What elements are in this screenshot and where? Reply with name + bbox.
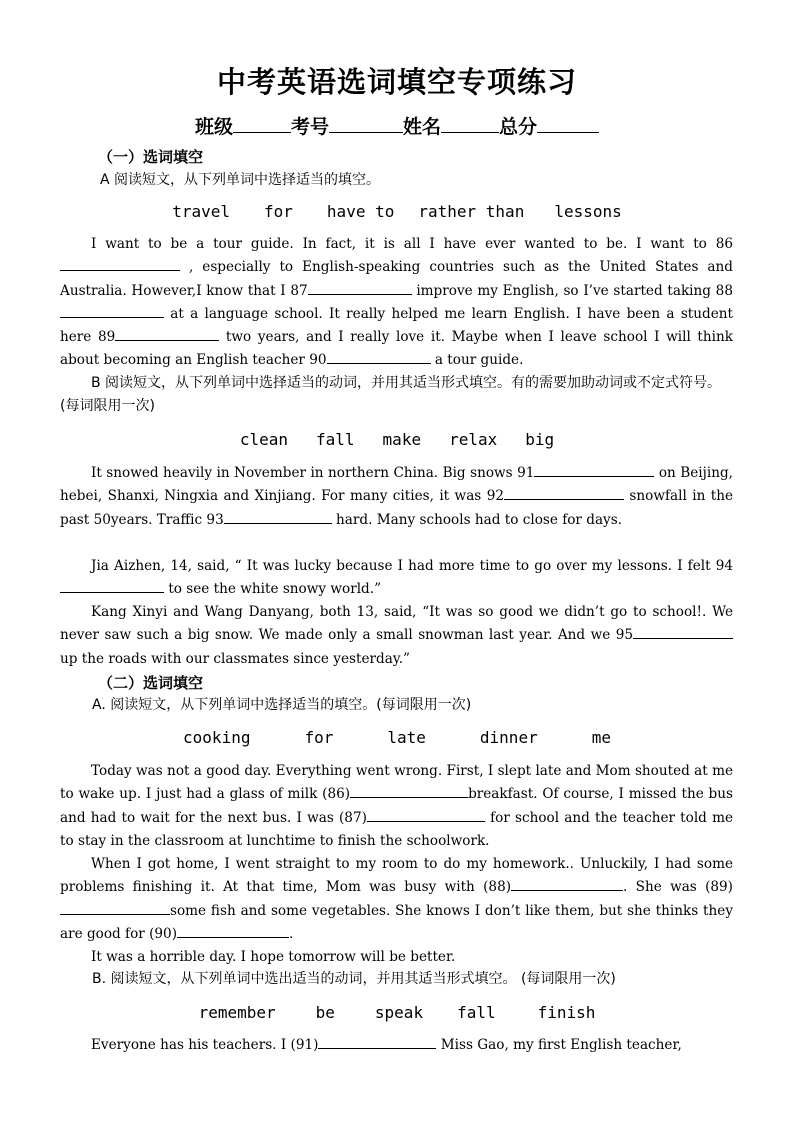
word-bank-item: late: [387, 728, 426, 747]
answer-blank-90b[interactable]: [177, 923, 289, 938]
passage-1b-paragraph-3: Kang Xinyi and Wang Danyang, both 13, said, “It was so good we didn’t go to school!. We never saw such a big snow. We made only a small snowman last year. And we 95 up the roads with our classmates since yesterday.”: [60, 604, 733, 667]
answer-blank-87b[interactable]: [367, 807, 485, 822]
answer-blank-89[interactable]: [115, 326, 219, 341]
word-bank-item: finish: [537, 1003, 596, 1022]
word-bank-item: relax: [449, 430, 498, 449]
answer-blank-89b[interactable]: [60, 900, 170, 915]
answer-blank-88b[interactable]: [511, 876, 623, 891]
word-bank-item: rather than: [418, 202, 525, 221]
passage-1b-paragraph-1: It snowed heavily in November in northern China. Big snows 91 on Beijing, hebei, Shanxi, Ningxia and Xinjiang. For many cities, it was 92 snowfall in the past 50years. Traffic 93 hard. Many schools had to close for days.: [60, 462, 733, 532]
name-label: 姓名: [403, 116, 442, 138]
word-bank-item: big: [525, 430, 555, 449]
answer-blank-93[interactable]: [224, 509, 332, 524]
word-bank-item: fall: [316, 430, 355, 449]
passage-1b-paragraph-2: Jia Aizhen, 14, said, “ It was lucky because I had more time to go over my lessons. I felt 94 to see the white snowy world.”: [60, 555, 733, 602]
word-bank-item: travel: [172, 202, 231, 221]
section-heading-1: （一）选词填空: [98, 148, 204, 166]
page-title: 中考英语选词填空专项练习: [216, 65, 577, 99]
passage-2a-paragraph-2: When I got home, I went straight to my room to do my homework.. Unluckily, I had some problems finishing it. At that time, Mom was busy with (88) . She was (89)some fish and some vegetables. She knows I don’t like them, but she thinks they are good for (90) .: [60, 856, 733, 942]
instruction-2a: A. 阅读短文，从下列单词中选择适当的填空。(每词限用一次): [92, 697, 472, 713]
answer-blank-90[interactable]: [327, 349, 431, 364]
word-bank-item: have to: [326, 202, 395, 221]
word-bank-item: lessons: [554, 202, 622, 221]
passage-2a-paragraph-1: Today was not a good day. Everything went wrong. First, I slept late and Mom shouted at me to wake up. I just had a glass of milk (86) breakfast. Of course, I missed the bus and had to wait for the next bus. I was (87) for school and the teacher told me to stay in the classroom at lunchtime to finish the schoolwork.: [60, 763, 734, 849]
word-bank-item: remember: [198, 1003, 276, 1022]
number-blank[interactable]: [329, 114, 403, 133]
passage-2a-paragraph-3: It was a horrible day. I hope tomorrow will be better.: [91, 949, 456, 965]
word-bank-item: cooking: [183, 728, 251, 747]
instruction-1b: B 阅读短文，从下列单词中选择适当的动词，并用其适当形式填空。有的需要加助动词或不定式符号。(每词限用一次): [60, 375, 722, 414]
word-bank-item: dinner: [479, 728, 538, 747]
answer-blank-94[interactable]: [60, 578, 164, 593]
word-bank-item: clean: [239, 430, 289, 449]
score-label: 总分: [499, 116, 538, 138]
answer-blank-91[interactable]: [534, 462, 654, 477]
answer-blank-87[interactable]: [308, 280, 412, 295]
word-bank-item: speak: [374, 1003, 424, 1022]
answer-blank-86[interactable]: [60, 256, 180, 271]
section-heading-2: （二）选词填空: [98, 674, 204, 692]
answer-blank-86b[interactable]: [350, 783, 468, 798]
name-blank[interactable]: [441, 114, 499, 133]
word-bank-item: make: [382, 430, 422, 449]
number-label: 考号: [290, 116, 329, 138]
instruction-2b: B. 阅读短文，从下列单词中选出适当的动词，并用其适当形式填空。 (每词限用一次): [92, 971, 616, 987]
word-bank-1b: [0, 430, 794, 449]
word-bank-1a: [0, 202, 794, 221]
passage-2b-paragraph-1: Everyone has his teachers. I (91) Miss Gao, my first English teacher,: [60, 1034, 733, 1057]
word-bank-item: fall: [457, 1003, 496, 1022]
answer-blank-92[interactable]: [504, 485, 624, 500]
word-bank-2a: [0, 728, 794, 747]
word-bank-item: for: [264, 202, 293, 221]
student-info-line: [0, 112, 794, 139]
answer-blank-95[interactable]: [633, 624, 733, 639]
word-bank-item: me: [591, 728, 611, 747]
score-blank[interactable]: [537, 114, 599, 133]
answer-blank-91b[interactable]: [318, 1034, 436, 1049]
class-blank[interactable]: [233, 114, 291, 133]
instruction-1a: A 阅读短文，从下列单词中选择适当的填空。: [100, 172, 381, 188]
class-label: 班级: [194, 116, 233, 138]
word-bank-item: be: [315, 1003, 335, 1022]
word-bank-item: for: [304, 728, 334, 747]
passage-1a-paragraph: I want to be a tour guide. In fact, it is all I have ever wanted to be. I want to 86 , especially to English-speaking countries such as the United States and Australia. However,I know that I 87 improve my English, so I’ve started taking 88 at a language school. It really helped me learn English. I have been a student here 89 two years, and I really love it. Maybe when I leave school I will think about becoming an English teacher 90 a tour guide.: [60, 236, 733, 369]
answer-blank-88[interactable]: [60, 303, 164, 318]
word-bank-2b: [0, 1003, 794, 1022]
